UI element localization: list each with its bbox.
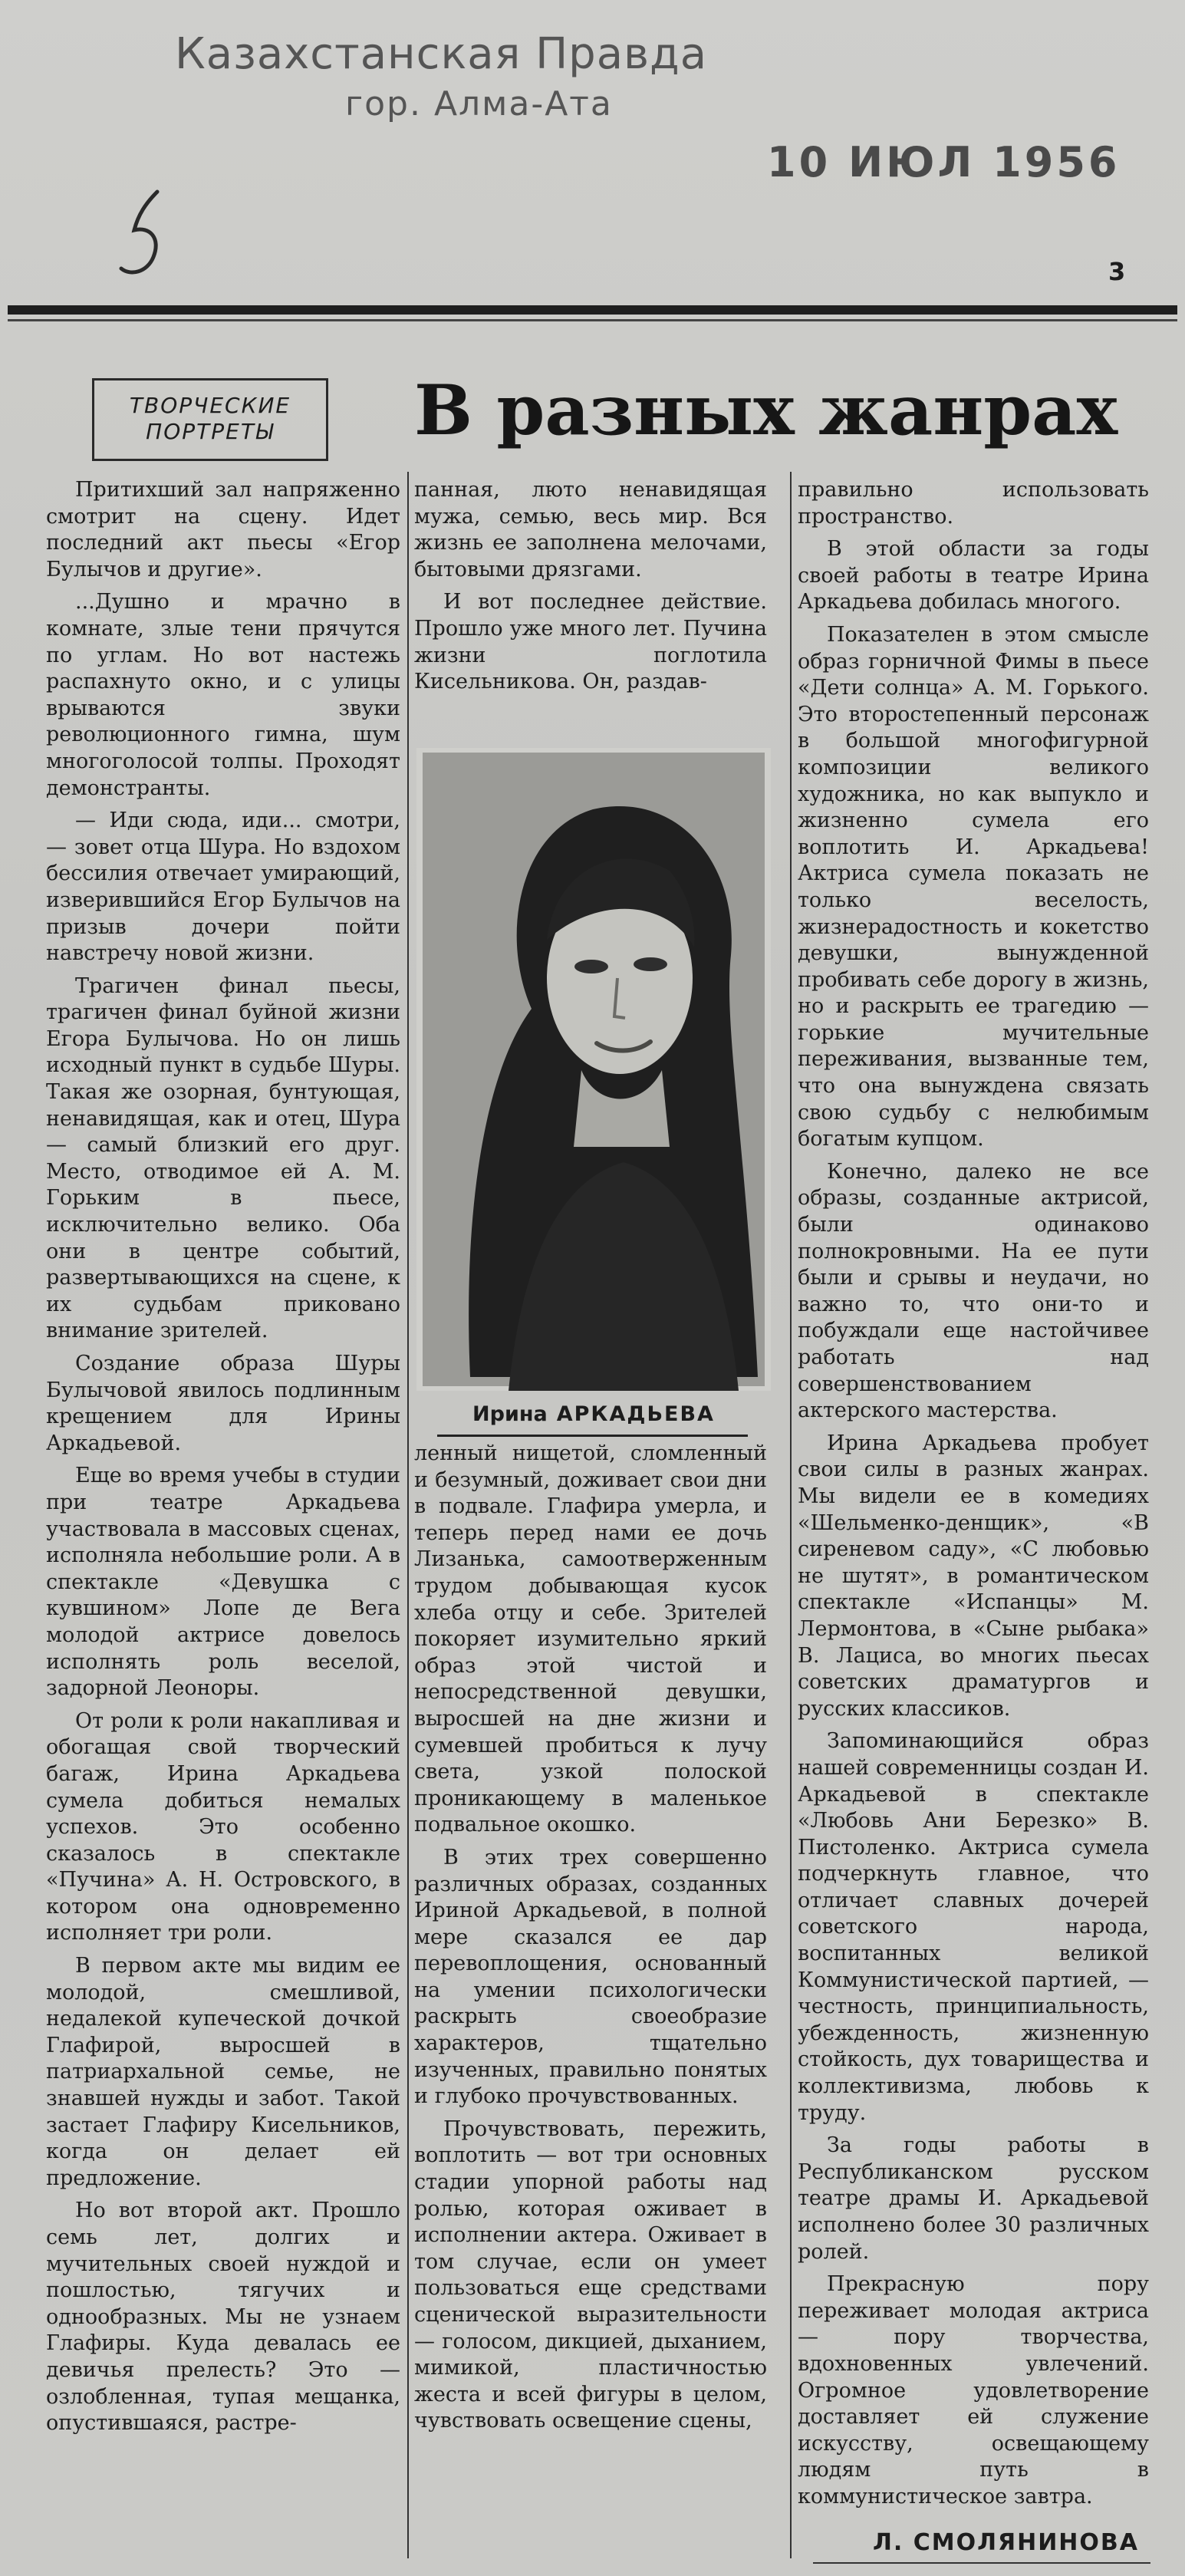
paragraph: — Иди сюда, иди... смотри, — зовет отца Шура. Но вздохом бессилия отвечает умирающий, изверившийся Егор Булычов на призыв дочери пойти навстречу новой жизни.: [46, 809, 400, 966]
article-headline: В разных жанрах: [414, 370, 1118, 451]
paragraph: И вот последнее действие. Прошло уже много лет. Пучина жизни поглотила Кисельникова. Он, раздав-: [414, 590, 767, 694]
article-column-1: [46, 477, 400, 2548]
portrait-photo: [416, 748, 771, 1391]
stamp-date: 10 ИЮЛ 1956: [767, 138, 1121, 186]
paragraph: Прочувствовать, пережить, воплотить — вот три основных стадии упорной работы над ролью, которая оживает в исполнении актера. Оживает в том случае, если он умеет пользоваться еще средствами сценической выразительности — голосом, дикцией, дыханием, мимикой, пластичностью жеста и всей фигуры в целом, чувствовать освещение сцены,: [414, 2116, 767, 2433]
paragraph: ...Душно и мрачно в комнате, злые тени прячутся по углам. Но вот настежь распахнуто окно, и с улицы врываются звуки революционного гимна, шум многоголосой толпы. Проходят демонстранты.: [46, 590, 400, 800]
paragraph: В этой области за годы своей работы в театре Ирина Аркадьева добилась многого.: [798, 537, 1149, 614]
caption-last-name: АРКАДЬЕВА: [556, 1402, 715, 1426]
column-divider: [790, 472, 792, 2558]
header-rule: [8, 305, 1177, 315]
handwritten-mark-icon: [115, 184, 184, 292]
portrait-illustration: [416, 748, 771, 1391]
paragraph: Ирина Аркадьева пробует свои силы в разных жанрах. Мы видели ее в комедиях «Шельменко-денщик», «В сиреневом саду», «С любовью не шутят», в романтическом спектакле «Испанцы» М. Лермонтова, в «Сыне рыбака» В. Лациса, во многих пьесах советских драматургов и русских классиков.: [798, 1431, 1149, 1721]
paragraph: Но вот второй акт. Прошло семь лет, долгих и мучительных своей нуждой и пошлостью, тягучих и однообразных. Мы не узнаем Глафиры. Куда девалась ее девичья прелесть? Это — озлобленная, тупая мещанка, опустившаяся, растре-: [46, 2199, 400, 2436]
signature-rule: [813, 2562, 1150, 2564]
rubric-box: ТВОРЧЕСКИЕ ПОРТРЕТЫ: [92, 378, 328, 461]
paragraph: панная, люто ненавидящая мужа, семью, весь мир. Вся жизнь ее заполнена мелочами, бытовыми дрязгами.: [414, 478, 767, 581]
paragraph: ленный нищетой, сломленный и безумный, доживает свои дни в подвале. Глафира умерла, и теперь перед нами ее дочь Лизанька, самоотверженным трудом добывающая кусок хлеба отцу и себе. Зрителей покоряет изумительно яркий образ этой чистой и непосредственной девушки, выросшей на дне жизни и сумевшей пробиться к лучу света, узкой полоской проникающему в маленькое подвальное окошко.: [414, 1441, 767, 1837]
author-signature: Л. СМОЛЯНИНОВА: [872, 2529, 1139, 2556]
paragraph: Запоминающийся образ нашей современницы создан И. Аркадьевой в спектакле «Любовь Ани Березко» В. Пистоленко. Актриса сумела подчеркнуть главное, что отличает славных дочерей советского народа, воспитанных великой Коммунистической партией, — честность, принципиальность, убежденность, жизненную стойкость, дух товарищества и коллективизма, любовь к труду.: [798, 1729, 1149, 2125]
article-column-2-bottom: [414, 1441, 767, 2568]
paragraph: Трагичен финал пьесы, трагичен финал буйной жизни Егора Булычова. Но он лишь исходный пункт в судьбе Шуры. Такая же озорная, бунтующая, ненавидящая, как и отец, Шура — самый близкий его друг. Место, отводимое ей А. М. Горьким в пьесе, исключительно велико. Оба они в центре событий, развертывающихся на сцене, к их судьбам приковано внимание зрителей.: [46, 973, 400, 1343]
paragraph: правильно использовать пространство.: [798, 478, 1149, 529]
page-number: 3: [1108, 257, 1126, 286]
paragraph: От роли к роли накапливая и обогащая свой творческий багаж, Ирина Аркадьева сумела добиться немалых успехов. Это особенно сказалось в спектакле «Пучина» А. Н. Островского, в котором она одновременно исполняет три роли.: [46, 1708, 400, 1945]
paragraph: В этих трех совершенно различных образах, созданных Ириной Аркадьевой, в полной мере сказался ее дар перевоплощения, основанный на умении психологически раскрыть своеобразие характеров, тщательно изученных, правильно понятых и глубоко прочувствованных.: [414, 1845, 767, 2109]
stamp-city: гор. Алма-Ата: [345, 84, 613, 124]
paragraph: Создание образа Шуры Булычовой явилось подлинным крещением для Ирины Аркадьевой.: [46, 1352, 400, 1455]
column-divider: [407, 472, 409, 2558]
article-column-2-top: [414, 477, 767, 726]
paragraph: Конечно, далеко не все образы, созданные актрисой, были одинаково полнокровными. На ее пути были и срывы и неудачи, но важно то, что они-то и побуждали еще настойчивее работать над совершенствованием актерского мастерства.: [798, 1159, 1149, 1423]
paragraph: За годы работы в Республиканском русском театре драмы И. Аркадьевой исполнено более 30 различных ролей.: [798, 2133, 1149, 2264]
paragraph: Еще во время учебы в студии при театре Аркадьева участвовала в массовых сценах, исполняла небольшие роли. А в спектакле «Девушка с кувшином» Лопе де Вега молодой актрисе довелось исполнять роль веселой, задорной Леоноры.: [46, 1464, 400, 1701]
paragraph: Показателен в этом смысле образ горничной Фимы в пьесе «Дети солнца» А. М. Горького. Это второстепенный персонаж в большой многофигурной композиции великого художника, но как выпукло и жизненно сумела его воплотить И. Аркадьева! Актриса сумела показать не только веселость, жизнерадостность и кокетство девушки, вынужденной пробивать себе дорогу в жизнь, но и раскрыть ее трагедию — горькие мучительные переживания, вызванные тем, что она вынуждена связать свою судьбу с нелюбимым богатым купцом.: [798, 622, 1149, 1151]
stamp-newspaper-name: Казахстанская Правда: [175, 29, 708, 79]
paragraph: Прекрасную пору переживает молодая актриса — пору творчества, вдохновенных увлечений. Огромное удовлетворение доставляет ей служение искусству, освещающему людям путь в коммунистическое завтра.: [798, 2272, 1149, 2508]
photo-caption: [416, 1398, 771, 1431]
paragraph: Притихший зал напряженно смотрит на сцену. Идет последний акт пьесы «Егор Булычов и другие».: [46, 478, 400, 581]
paragraph: В первом акте мы видим ее молодой, смешливой, недалекой купеческой дочкой Глафирой, выросшей в патриархальной семье, не знавшей нужды и забот. Такой застает Глафиру Кисельников, когда он делает ей предложение.: [46, 1954, 400, 2190]
article-column-3: [798, 477, 1149, 2548]
header-rule-thin: [8, 319, 1177, 321]
caption-first-name: Ирина: [472, 1402, 548, 1426]
caption-rule: [437, 1435, 748, 1437]
